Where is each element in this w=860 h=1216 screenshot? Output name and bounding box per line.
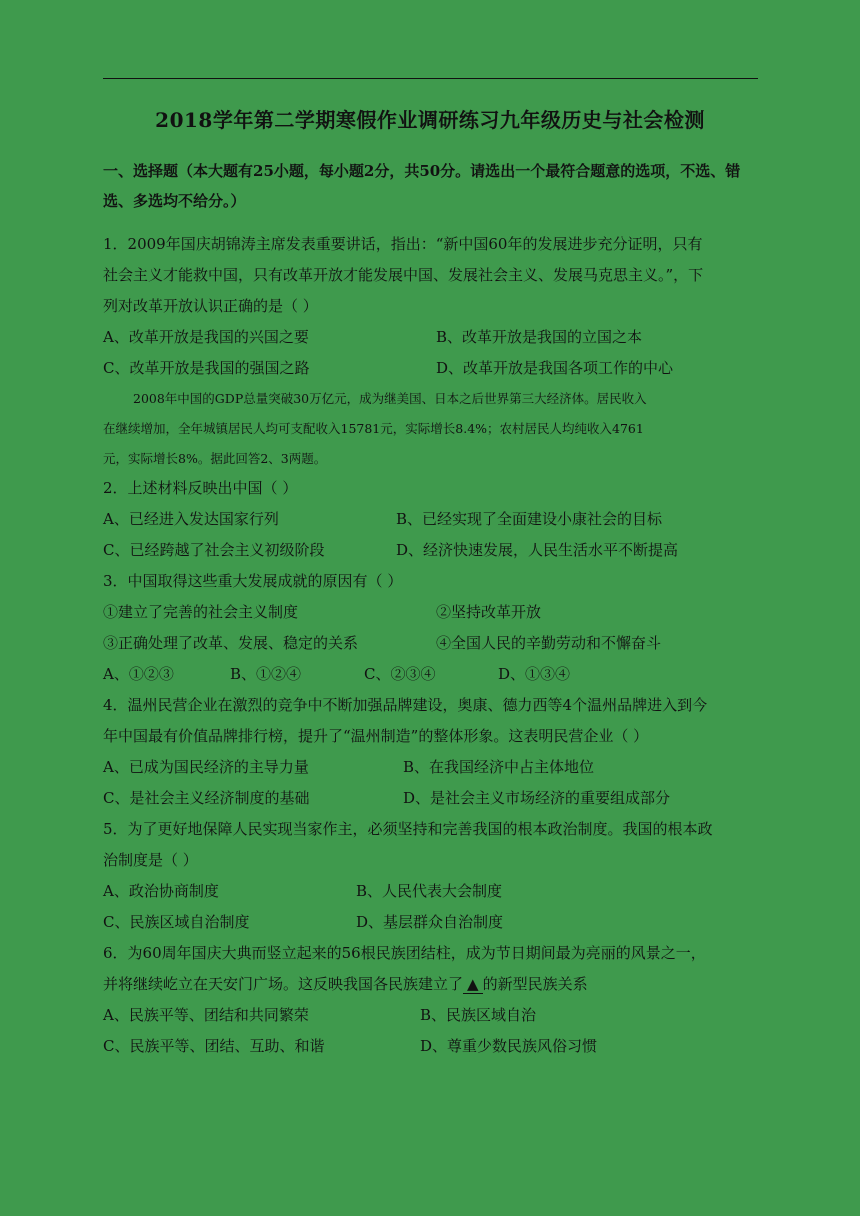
section-heading-line2: 选、多选均不给分。）	[103, 192, 246, 210]
q6-option-c: C、民族平等、团结、互助、和谐	[103, 1037, 325, 1055]
q4-option-d: D、是社会主义市场经济的重要组成部分	[403, 789, 671, 807]
q6-option-d: D、尊重少数民族风俗习惯	[420, 1037, 598, 1055]
q3-option-b: B、①②④	[230, 665, 302, 683]
q1-stem-line1: 1．2009年国庆胡锦涛主席发表重要讲话，指出：“新中国60年的发展进步充分证明，只有	[103, 235, 703, 253]
q4-option-b: B、在我国经济中占主体地位	[403, 758, 595, 776]
q3-option-d: D、①③④	[498, 665, 571, 683]
q1-option-d: D、改革开放是我国各项工作的中心	[436, 359, 674, 377]
q3-option-a: A、①②③	[103, 665, 174, 683]
q4-option-a: A、已成为国民经济的主导力量	[103, 758, 309, 776]
q2-option-c: C、已经跨越了社会主义初级阶段	[103, 541, 325, 559]
q2-option-d: D、经济快速发展，人民生活水平不断提高	[396, 541, 679, 559]
q1-option-c: C、改革开放是我国的强国之路	[103, 359, 310, 377]
q2-option-a: A、已经进入发达国家行列	[103, 510, 279, 528]
q6-stem-line2-start: 并将继续屹立在天安门广场。这反映我国各民族建立了	[103, 975, 464, 993]
q4-stem-line2: 年中国最有价值品牌排行榜，提升了“温州制造”的整体形象。这表明民营企业（ ）	[103, 727, 649, 745]
q5-stem-line2: 治制度是（ ）	[103, 851, 198, 869]
q3-option-c: C、②③④	[364, 665, 436, 683]
q1-option-b: B、改革开放是我国的立国之本	[436, 328, 643, 346]
material-line2: 在继续增加，全年城镇居民人均可支配收入15781元，实际增长8.4%；农村居民人均纯收入4761	[103, 421, 644, 436]
q3-item-1: ①建立了完善的社会主义制度	[103, 603, 299, 621]
q5-stem-line1: 5．为了更好地保障人民实现当家作主，必须坚持和完善我国的根本政治制度。我国的根本政	[103, 820, 713, 838]
header-rule	[103, 78, 758, 79]
q6-stem-line2	[103, 973, 588, 994]
q5-option-a: A、政治协商制度	[103, 882, 219, 900]
q1-option-a: A、改革开放是我国的兴国之要	[103, 328, 309, 346]
material-line1: 2008年中国的GDP总量突破30万亿元，成为继美国、日本之后世界第三大经济体。居民收入	[133, 391, 647, 406]
q1-stem-line3: 列对改革开放认识正确的是（ ）	[103, 297, 318, 315]
q3-item-2: ②坚持改革开放	[436, 603, 542, 621]
q1-stem-line2: 社会主义才能救中国，只有改革开放才能发展中国、发展社会主义、发展马克思主义。”，下	[103, 266, 704, 284]
q5-option-b: B、人民代表大会制度	[356, 882, 503, 900]
q2-option-b: B、已经实现了全面建设小康社会的目标	[396, 510, 663, 528]
q4-stem-line1: 4．温州民营企业在激烈的竞争中不断加强品牌建设，奥康、德力西等4个温州品牌进入到今	[103, 696, 708, 714]
q5-option-d: D、基层群众自治制度	[356, 913, 504, 931]
q4-option-c: C、是社会主义经济制度的基础	[103, 789, 310, 807]
q3-stem: 3．中国取得这些重大发展成就的原因有（ ）	[103, 572, 403, 590]
q6-answer-blank: ▲	[463, 975, 483, 994]
page-title: 2018学年第二学期寒假作业调研练习九年级历史与社会检测	[155, 108, 705, 132]
material-line3: 元，实际增长8%。据此回答2、3两题。	[103, 451, 327, 466]
section-heading-line1: 一、选择题（本大题有25小题，每小题2分，共50分。请选出一个最符合题意的选项，不选、错	[103, 162, 741, 180]
q2-stem: 2．上述材料反映出中国（ ）	[103, 479, 298, 497]
q3-item-4: ④全国人民的辛勤劳动和不懈奋斗	[436, 634, 662, 652]
q3-item-3: ③正确处理了改革、发展、稳定的关系	[103, 634, 359, 652]
q6-stem-line1: 6．为60周年国庆大典而竖立起来的56根民族团结柱，成为节日期间最为亮丽的风景之一，	[103, 944, 706, 962]
q6-stem-line2-end: 的新型民族关系	[482, 975, 588, 993]
q6-option-b: B、民族区域自治	[420, 1006, 537, 1024]
q5-option-c: C、民族区域自治制度	[103, 913, 250, 931]
q6-option-a: A、民族平等、团结和共同繁荣	[103, 1006, 309, 1024]
